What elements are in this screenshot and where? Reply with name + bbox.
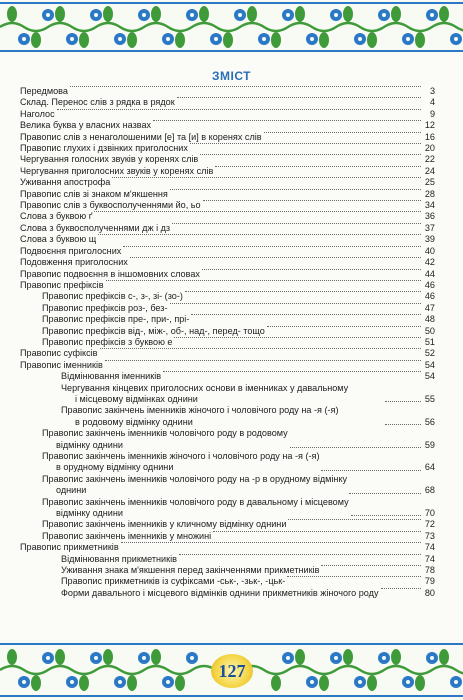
toc-entry-page: 20 <box>424 143 435 154</box>
toc-entry-page: 34 <box>424 200 435 211</box>
toc-entry[interactable] <box>20 246 435 257</box>
toc-entry-page: 59 <box>424 439 435 450</box>
toc-entry-text: Велика буква у власних назвах <box>20 120 152 131</box>
toc-entry-text: Правопис префіксів <box>20 279 104 290</box>
toc-entry-text: Наголос <box>20 108 55 119</box>
toc-entry-page: 80 <box>424 587 435 598</box>
toc-entry[interactable] <box>20 269 435 280</box>
toc-entry-page: 16 <box>424 131 435 142</box>
toc-subentry[interactable] <box>20 451 435 474</box>
toc-entry[interactable] <box>20 120 435 131</box>
toc-entry-page: 28 <box>424 188 435 199</box>
toc-entry-text: Правопис іменників <box>20 359 103 370</box>
toc-subentry[interactable] <box>20 371 435 382</box>
toc-entry-text: Правопис слів зі знаком м'якшення <box>20 188 168 199</box>
toc-entry-page: 22 <box>424 154 435 165</box>
ornament-border-top <box>0 0 463 54</box>
toc-entry-page: 73 <box>424 530 435 541</box>
toc-entry-page: 70 <box>424 508 435 519</box>
toc-subentry[interactable] <box>20 565 435 576</box>
toc-entry[interactable] <box>20 177 435 188</box>
toc-subentry[interactable] <box>20 497 435 520</box>
toc-entry-page: 24 <box>424 165 435 176</box>
toc-entry[interactable] <box>20 223 435 234</box>
toc-entry-page: 50 <box>424 325 435 336</box>
toc-entry[interactable] <box>20 211 435 222</box>
toc-entry-page: 64 <box>424 462 435 473</box>
toc-entry-page: 54 <box>424 371 435 382</box>
toc-subentry[interactable] <box>20 554 435 565</box>
toc-entry-page: 78 <box>424 565 435 576</box>
toc-entry-text <box>20 405 383 428</box>
toc-entry-text: Склад. Перенос слів з рядка в рядок <box>20 97 175 108</box>
toc-entry-page: 46 <box>424 291 435 302</box>
toc-entry[interactable] <box>20 257 435 268</box>
toc-subentry[interactable] <box>20 588 435 599</box>
toc-subentry[interactable] <box>20 383 435 406</box>
toc-entry-text: Слова з буквою ґ <box>20 211 93 222</box>
page-title: ЗМІСТ <box>211 69 252 83</box>
toc-entry-text: Правопис префіксів з буквою е <box>42 336 173 347</box>
toc-entry-text: Правопис префіксів від-, між-, об-, над-, перед- тощо <box>42 325 265 336</box>
toc-subentry[interactable] <box>20 291 435 302</box>
toc-entry[interactable] <box>20 542 435 553</box>
toc-subentry[interactable] <box>20 428 435 451</box>
toc-entry-text <box>20 428 288 451</box>
toc-entry-line2: однини <box>56 485 87 496</box>
toc-entry-text: Слова з буквою щ <box>20 234 97 245</box>
toc-entry-text: Форми давального і місцевого відмінків однини прикметників жіночого роду <box>61 587 379 598</box>
toc-entry-page: 46 <box>424 279 435 290</box>
toc-entry-page: 37 <box>424 222 435 233</box>
toc-entry-text <box>20 383 383 406</box>
toc-entry-page: 4 <box>429 97 435 108</box>
toc-entry-text <box>20 497 349 520</box>
toc-subentry[interactable] <box>20 519 435 530</box>
toc-entry-text: Правопис слів з буквосполученнями йо, ьо <box>20 200 201 211</box>
toc-entry-page: 40 <box>424 245 435 256</box>
toc-entry-text: Правопис закінчень іменників у кличному відмінку однини <box>42 519 287 530</box>
toc-entry-text: Правопис подвоєння в іншомовних словах <box>20 268 200 279</box>
toc-entry-line1: Правопис закінчень іменників чоловічого роду в давальному і місцевому <box>42 496 349 507</box>
toc-entry[interactable] <box>20 166 435 177</box>
table-of-contents <box>20 86 435 599</box>
toc-entry-text: Правопис глухих і дзвінких приголосних <box>20 143 188 154</box>
toc-entry-text: Правопис префіксів роз-, без- <box>42 302 168 313</box>
toc-subentry[interactable] <box>20 303 435 314</box>
toc-entry-page: 55 <box>424 393 435 404</box>
toc-entry[interactable] <box>20 86 435 97</box>
toc-entry-text: Правопис прикметників <box>20 542 119 553</box>
toc-entry-text: Відмінювання іменників <box>61 371 162 382</box>
toc-entry-page: 47 <box>424 302 435 313</box>
toc-entry-text: Передмова <box>20 86 68 96</box>
toc-entry-page: 3 <box>429 86 435 96</box>
toc-subentry[interactable] <box>20 405 435 428</box>
toc-entry[interactable] <box>20 348 435 359</box>
toc-entry-page: 12 <box>424 120 435 131</box>
toc-entry-page: 54 <box>424 359 435 370</box>
toc-entry[interactable] <box>20 234 435 245</box>
toc-entry-page: 44 <box>424 268 435 279</box>
toc-entry-page: 9 <box>429 108 435 119</box>
toc-entry-text: Чергування голосних звуків у коренях слів <box>20 154 199 165</box>
toc-entry-text: Правопис префіксів пре-, при-, прі- <box>42 314 190 325</box>
toc-entry-page: 42 <box>424 257 435 268</box>
toc-subentry[interactable] <box>20 474 435 497</box>
toc-entry-page: 48 <box>424 314 435 325</box>
toc-entry-line2: відмінку однини <box>56 508 123 519</box>
toc-entry-text: Правопис префіксів с-, з-, зі- (зо-) <box>42 291 183 302</box>
toc-entry-page: 74 <box>424 542 435 553</box>
toc-subentry[interactable] <box>20 576 435 587</box>
toc-entry[interactable] <box>20 189 435 200</box>
toc-subentry[interactable] <box>20 326 435 337</box>
toc-entry-text: Чергування приголосних звуків у коренях слів <box>20 165 214 176</box>
toc-entry-page: 25 <box>424 177 435 188</box>
toc-entry-text: Правопис закінчень іменників у множині <box>42 530 212 541</box>
toc-entry-text: Подовження приголосних <box>20 257 128 268</box>
toc-subentry[interactable] <box>20 337 435 348</box>
toc-entry-line2: в родовому відмінку однини <box>75 416 193 427</box>
toc-entry-line1: Правопис закінчень іменників жіночого і чоловічого роду на -я (-я) <box>42 451 320 461</box>
toc-entry-page: 74 <box>424 553 435 564</box>
toc-entry-line2: і місцевому відмінках однини <box>75 393 198 404</box>
toc-entry-line1: Чергування кінцевих приголосних основи в іменниках у давальному <box>61 382 349 393</box>
toc-entry-page: 39 <box>424 234 435 245</box>
toc-entry-page: 72 <box>424 519 435 530</box>
toc-entry-line1: Правопис закінчень іменників чоловічого роду в родовому <box>42 428 288 439</box>
toc-entry-text: Уживання знака м'якшення перед закінченнями прикметників <box>61 565 320 576</box>
toc-entry[interactable] <box>20 154 435 165</box>
toc-entry-text: Уживання апострофа <box>20 177 111 188</box>
toc-entry[interactable] <box>20 143 435 154</box>
toc-entry-text: Відмінювання прикметників <box>61 553 177 564</box>
toc-entry-text: Подвоєння приголосних <box>20 245 122 256</box>
toc-subentry[interactable] <box>20 531 435 542</box>
toc-entry[interactable] <box>20 200 435 211</box>
page-number: 127 <box>218 661 246 681</box>
toc-entry-page: 56 <box>424 416 435 427</box>
toc-entry-text: Правопис прикметників із суфіксами -ськ-, -зьк-, -цьк- <box>61 576 286 587</box>
toc-entry[interactable] <box>20 109 435 120</box>
toc-entry-line2: в орудному відмінку однини <box>56 462 174 473</box>
toc-entry-text: Правопис суфіксів <box>20 348 98 359</box>
toc-entry-line1: Правопис закінчень іменників жіночого і чоловічого роду на -я (-я) <box>61 405 339 416</box>
toc-entry-line1: Правопис закінчень іменників чоловічого роду на -р в орудному відмінку <box>42 473 348 484</box>
toc-entry-page: 68 <box>424 485 435 496</box>
toc-entry-page: 51 <box>424 336 435 347</box>
toc-entry-page: 79 <box>424 576 435 587</box>
toc-subentry[interactable] <box>20 314 435 325</box>
toc-entry-page: 36 <box>424 211 435 222</box>
toc-entry-text: Правопис слів з ненаголошеними [е] та [и] в коренях слів <box>20 131 262 142</box>
toc-entry-text <box>20 474 347 497</box>
toc-entry[interactable] <box>20 280 435 291</box>
toc-entry[interactable] <box>20 97 435 108</box>
toc-entry[interactable] <box>20 360 435 371</box>
toc-entry[interactable] <box>20 132 435 143</box>
toc-entry-text <box>20 451 319 474</box>
toc-entry-line2: відмінку однини <box>56 439 123 450</box>
toc-entry-page: 52 <box>424 348 435 359</box>
toc-entry-text: Слова з буквосполученнями дж і дз <box>20 222 171 233</box>
